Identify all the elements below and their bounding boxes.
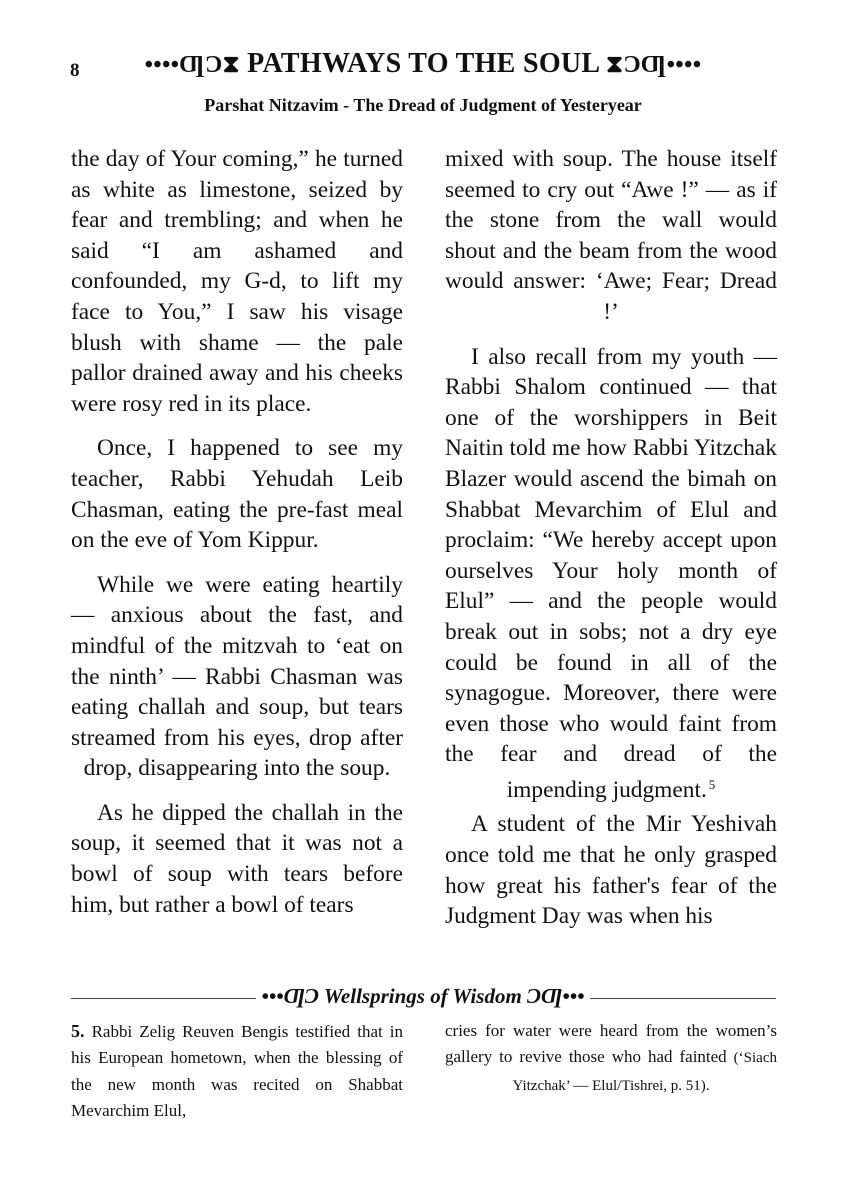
right-paragraph-2-text: I also recall from my youth — Rabbi Shalom continued — that one of the worshippers in Beit Naitin told me how Rabbi Yitzchak Blazer would ascend the bimah on Shabbat Mevarchim of Elul and proclaim: “We hereby accept upon ourselves Your holy month of Elul” — and the people would break out in sobs; not a dry eye could be found in all of the synagogue. Moreover, there were even those who would faint from the fear and dread of the impending judgment.	[445, 343, 777, 803]
header-ornament-left: ••••ƢƆ⧗	[144, 52, 240, 78]
left-paragraph-1: the day of Your coming,” he turned as white as limestone, seized by fear and trembling; and when he said “I am ashamed and confounded, my G-d, to lift my face to You,” I saw his visage blush with shame — the pale pallor drained away and his cheeks were rosy red in its place.	[71, 146, 403, 417]
left-paragraph-4: As he dipped the challah in the soup, it seemed that it was not a bowl of soup with tears before him, but rather a bowl of tears	[71, 799, 403, 918]
left-column	[71, 144, 403, 934]
footnote-right-body: cries for water were heard from the women’s gallery to revive those who had fainted	[445, 1021, 777, 1067]
footnote-left-body: Rabbi Zelig Reuven Bengis testified that in his European hometown, when the blessing of the new month was recited on Shabbat Mevarchim Elul,	[71, 1022, 403, 1121]
footnote-left-column	[71, 1018, 403, 1125]
header-title: PATHWAYS TO THE SOUL	[247, 48, 599, 79]
divider-title: Wellsprings of Wisdom	[323, 984, 522, 1008]
page-number: 8	[70, 60, 80, 81]
footnote-right-column	[445, 1018, 777, 1099]
right-column	[445, 144, 777, 946]
right-paragraph-1: mixed with soup. The house itself seemed to cry out “Awe !” — as if the stone from the wall would shout and the beam from the wood would answer: ‘Awe; Fear; Dread !’	[445, 146, 777, 325]
right-paragraph-3: A student of the Mir Yeshivah once told me that he only grasped how great his father's fear of the Judgment Day was when his	[445, 811, 777, 930]
footnote-left-text	[71, 1018, 403, 1125]
header-ornament-right: ⧗ƆƢ••••	[606, 52, 702, 78]
chapter-subtitle: Parshat Nitzavim - The Dread of Judgment of Yesteryear	[204, 95, 642, 115]
running-header	[0, 48, 846, 80]
footnote-citation: (‘Siach Yitzchak’ — Elul/Tishrei, p. 51).	[512, 1050, 777, 1094]
divider-ornament-left: •••ƢƆ	[261, 984, 319, 1008]
footnote-section-heading	[0, 984, 846, 1009]
right-paragraph-2	[445, 342, 777, 806]
footnote-right-text	[445, 1018, 777, 1099]
divider-ornament-right: ƆƢ•••	[527, 984, 585, 1008]
left-paragraph-2: Once, I happened to see my teacher, Rabbi Yehudah Leib Chasman, eating the pre-fast meal on the eve of Yom Kippur.	[71, 435, 403, 554]
footnote-reference: 5	[708, 776, 716, 792]
footnote-number: 5.	[71, 1021, 85, 1041]
left-paragraph-3: While we were eating heartily — anxious about the fast, and mindful of the mitzvah to ‘eat on the ninth’ — Rabbi Chasman was eating challah and soup, but tears streamed from his eyes, drop after drop, disappearing into the soup.	[71, 571, 403, 782]
